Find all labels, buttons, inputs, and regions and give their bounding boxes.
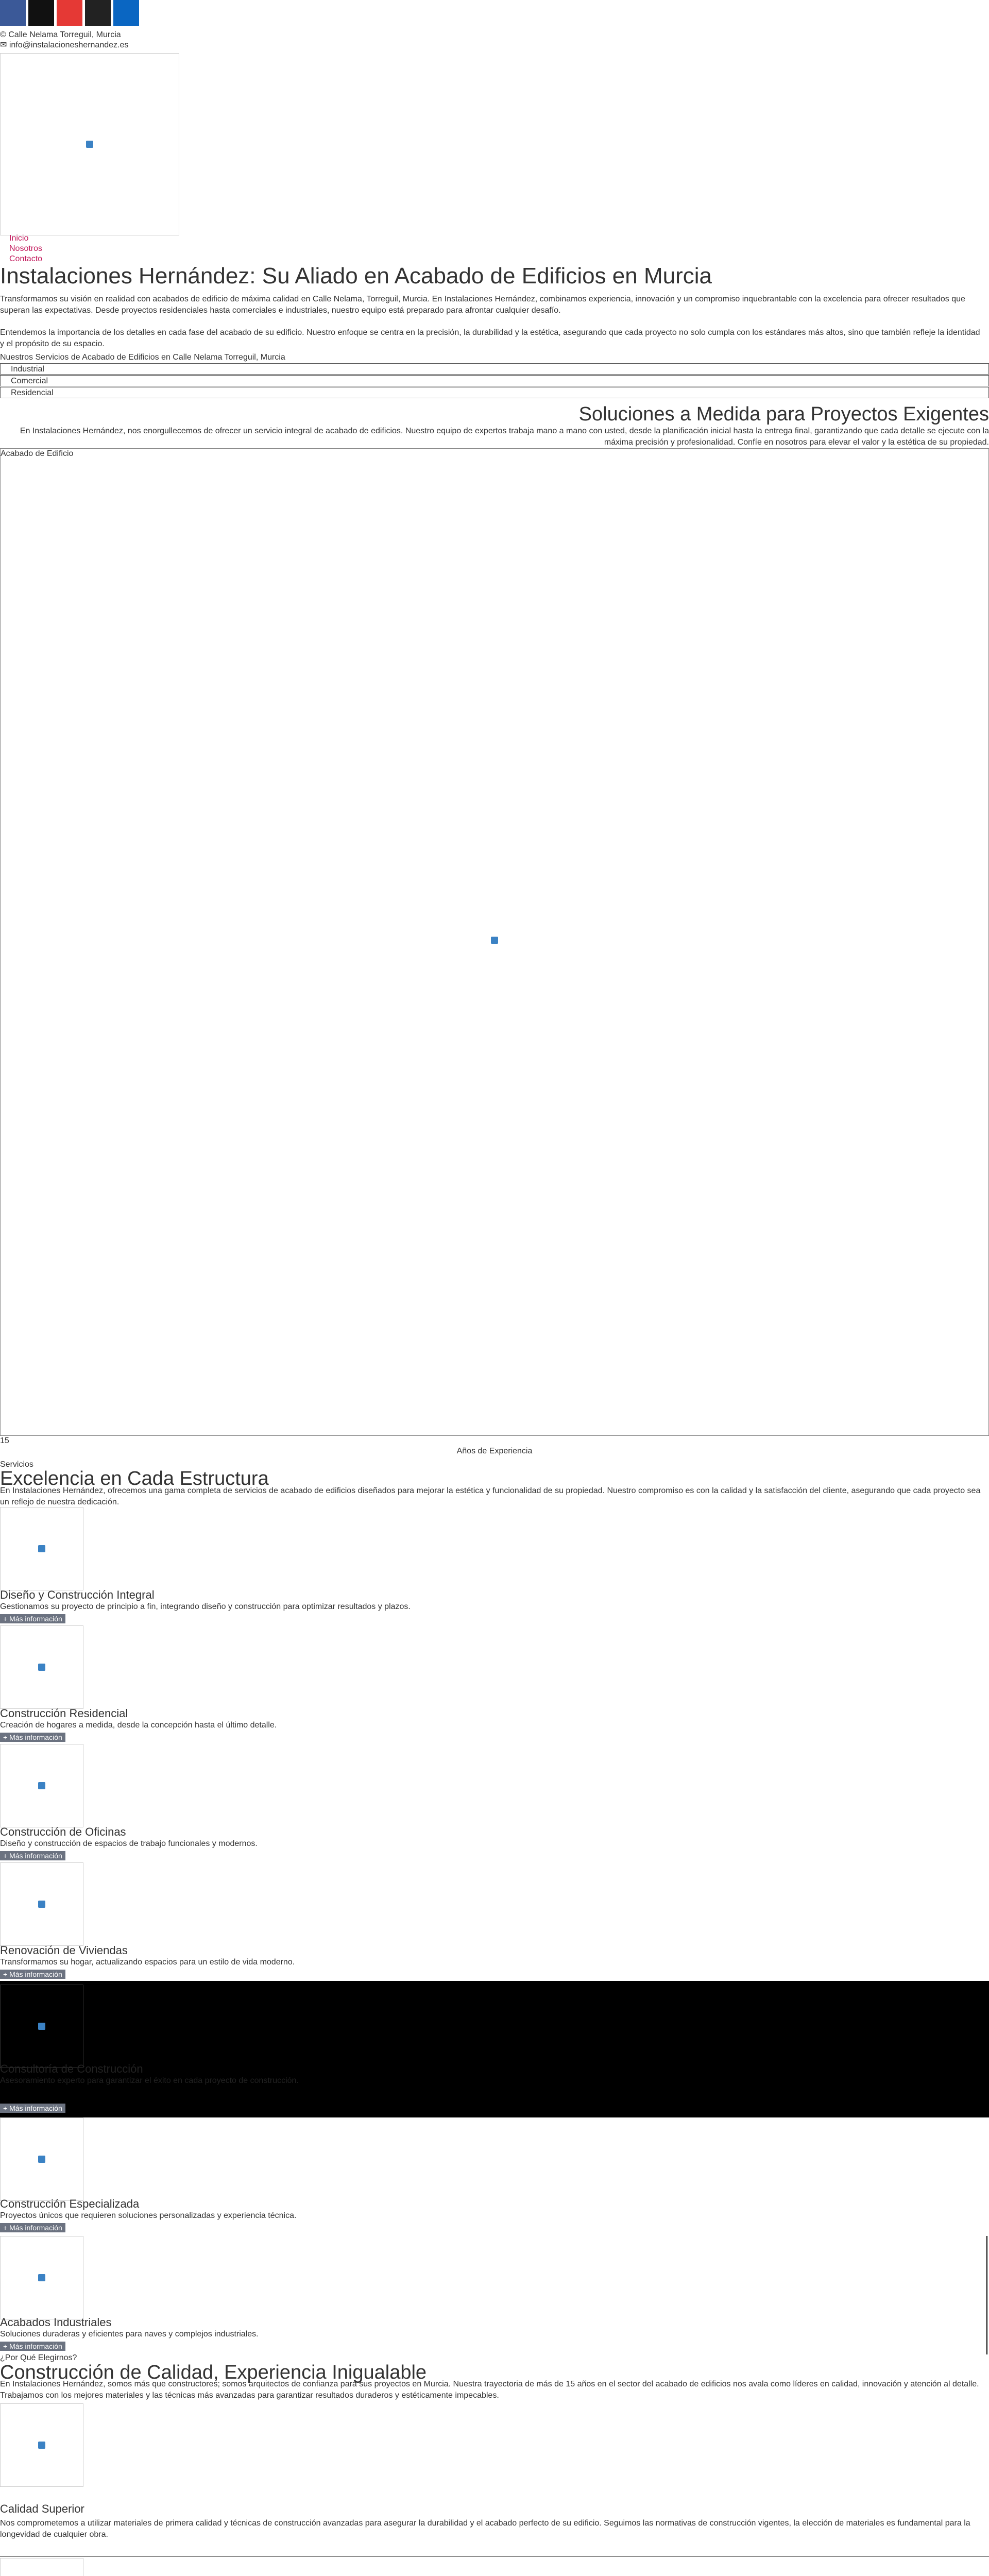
more-info-button-6[interactable]: + Más información	[0, 2223, 65, 2232]
image-icon	[38, 2156, 45, 2163]
service-image-5	[0, 1985, 83, 2068]
why-item-title-1: Calidad Superior	[0, 2502, 84, 2515]
service-desc-1: Gestionamos su proyecto de principio a fin, integrando diseño y construcción para optimizar resultados y plazos.	[0, 1602, 411, 1611]
logo-image[interactable]	[0, 53, 179, 235]
image-icon	[38, 2023, 45, 2030]
tab-residencial[interactable]: Residencial	[0, 387, 989, 398]
solutions-title: Soluciones a Medida para Proyectos Exigentes	[578, 403, 989, 425]
service-dark-panel	[0, 1981, 989, 2117]
service-title-2: Construcción Residencial	[0, 1707, 128, 1720]
service-desc-3: Diseño y construcción de espacios de trabajo funcionales y modernos.	[0, 1839, 258, 1848]
service-title-3: Construcción de Oficinas	[0, 1825, 126, 1838]
more-info-button-1[interactable]: + Más información	[0, 1614, 65, 1623]
services-intro: En Instalaciones Hernández, ofrecemos una gama completa de servicios de acabado de edificios diseñados para mejorar la estética y funcionalidad de su propiedad. Nuestro compromiso es con la calidad y la satisfacción del cliente, asegurando que cada proyecto sea un reflejo de nuestra dedicación.	[0, 1486, 981, 1506]
why-item-desc-1: Nos comprometemos a utilizar materiales de primera calidad y técnicas de construcción avanzadas para asegurar la durabilidad y el acabado perfecto de su edificio. Seguimos las normativas de construcción vigentes, la elección de materiales es fundamental para la longevidad de cualquier obra.	[0, 2519, 970, 2539]
service-title-6: Construcción Especializada	[0, 2197, 140, 2210]
why-title: Construcción de Calidad, Experiencia Inigualable	[0, 2362, 427, 2383]
hero-paragraph-2: Entendemos la importancia de los detalles en cada fase del acabado de su edificio. Nuestro enfoque se centra en la precisión, la durabilidad y la estética, asegurando que cada proyecto no solo cumpla con los estándares más altos, sino que también refleje la identidad y el propósito de su espacio.	[0, 328, 980, 348]
service-desc-6: Proyectos únicos que requieren soluciones personalizadas y experiencia técnica.	[0, 2211, 297, 2220]
service-title-1: Diseño y Construcción Integral	[0, 1588, 155, 1601]
more-info-button-3[interactable]: + Más información	[0, 1851, 65, 1860]
hero-title: Instalaciones Hernández: Su Aliado en Acabado de Edificios en Murcia	[0, 263, 712, 289]
image-icon	[38, 2274, 45, 2281]
services-subheading: Nuestros Servicios de Acabado de Edificios en Calle Nelama Torreguil, Murcia	[0, 353, 285, 362]
service-desc-7: Soluciones duraderas y eficientes para naves y complejos industriales.	[0, 2330, 259, 2338]
image-icon	[38, 1545, 45, 1552]
youtube-icon[interactable]	[57, 0, 82, 26]
image-icon	[86, 141, 93, 148]
service-title-4: Renovación de Viviendas	[0, 1944, 128, 1957]
service-image-6	[0, 2117, 83, 2201]
service-title-5: Consultoría de Construcción	[0, 2062, 143, 2075]
service-title-7: Acabados Industriales	[0, 2316, 112, 2329]
solutions-image	[0, 448, 989, 1436]
image-caption: Acabado de Edificio	[1, 449, 74, 458]
nav-link-contacto[interactable]: Contacto	[9, 255, 43, 263]
header-email[interactable]: ✉ info@instalacioneshernandez.es	[0, 41, 129, 49]
service-image-1	[0, 1507, 83, 1590]
main-nav	[9, 233, 42, 264]
service-image-4	[0, 1862, 83, 1946]
years-number: 15	[0, 1436, 9, 1445]
service-image-7	[0, 2236, 83, 2319]
years-label: Años de Experiencia	[456, 1447, 533, 1455]
more-info-button-5[interactable]: + Más información	[0, 2104, 65, 2113]
more-info-button-7[interactable]: + Más información	[0, 2342, 65, 2351]
why-tag: ¿Por Qué Elegirnos?	[0, 2353, 77, 2362]
tab-industrial[interactable]: Industrial	[0, 363, 989, 375]
more-info-button-2[interactable]: + Más información	[0, 1733, 65, 1742]
linkedin-icon[interactable]	[113, 0, 139, 26]
service-image-3	[0, 1744, 83, 1827]
service-desc-2: Creación de hogares a medida, desde la concepción hasta el último detalle.	[0, 1721, 277, 1730]
tab-comercial[interactable]: Comercial	[0, 375, 989, 386]
service-desc-4: Transformamos su hogar, actualizando espacios para un estilo de vida moderno.	[0, 1958, 295, 1967]
why-image-2	[0, 2558, 83, 2576]
header-address: © Calle Nelama Torreguil, Murcia	[0, 30, 121, 39]
service-image-2	[0, 1625, 83, 1709]
nav-link-inicio[interactable]: Inicio	[9, 234, 29, 243]
image-icon	[38, 2442, 45, 2449]
why-image-1	[0, 2403, 83, 2487]
image-icon	[38, 1901, 45, 1908]
image-icon	[491, 937, 498, 944]
tiktok-icon[interactable]	[28, 0, 54, 26]
divider	[0, 2556, 989, 2557]
image-icon	[38, 1782, 45, 1789]
hero-paragraph-1: Transformamos su visión en realidad con acabados de edificio de máxima calidad en Calle Nelama, Torreguil, Murcia. En Instalaciones Hernández, combinamos experiencia, innovación y un compromiso inquebrantable con la excelencia para ofrecer resultados que superan las expectativas. Desde proyectos residenciales hasta comerciales e industriales, nuestro equipo está preparado para afrontar cualquier desafío.	[0, 295, 965, 315]
services-title: Excelencia en Cada Estructura	[0, 1468, 269, 1489]
x-icon[interactable]	[85, 0, 111, 26]
solutions-text: En Instalaciones Hernández, nos enorgullecemos de ofrecer un servicio integral de acabado de edificios. Nuestro equipo de expertos trabaja mano a mano con usted, desde la planificación inicial hasta la entrega final, garantizando que cada detalle se ejecute con la máxima precisión y profesionalidad. Confíe en nosotros para elevar el valor y la estética de su propiedad.	[20, 427, 989, 447]
image-icon	[38, 1664, 45, 1671]
divider	[986, 2236, 987, 2354]
nav-link-nosotros[interactable]: Nosotros	[9, 244, 43, 253]
services-tag: Servicios	[0, 1460, 33, 1469]
facebook-icon[interactable]	[0, 0, 26, 26]
why-intro: En Instalaciones Hernández, somos más que constructores; somos arquitectos de confianza para sus proyectos en Murcia. Nuestra trayectoria de más de 15 años en el sector del acabado de edificios nos avala como líderes en calidad, innovación y atención al detalle. Trabajamos con los mejores materiales y las técnicas más avanzadas para garantizar resultados duraderos y estéticamente impecables.	[0, 2380, 979, 2400]
more-info-button-4[interactable]: + Más información	[0, 1970, 65, 1979]
service-desc-5: Asesoramiento experto para garantizar el éxito en cada proyecto de construcción.	[0, 2076, 299, 2085]
